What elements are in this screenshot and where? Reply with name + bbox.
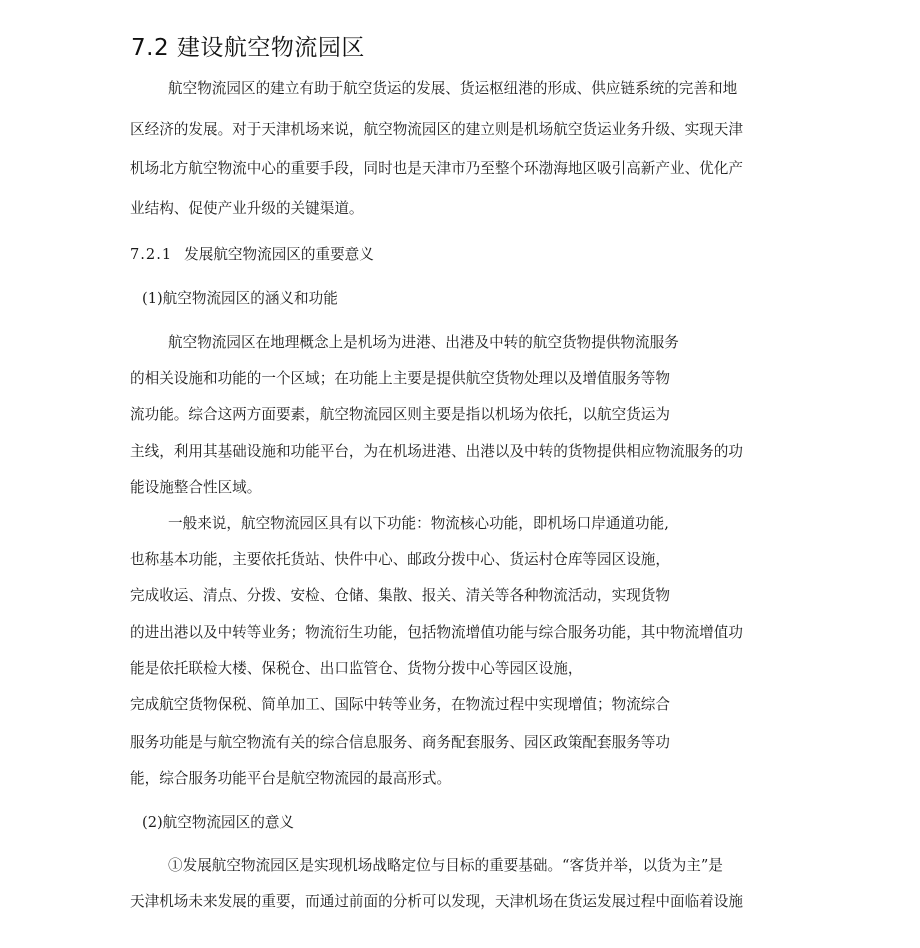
para2-line: 能是依托联检大楼、保税仓、出口监管仓、货物分拨中心等园区设施，: [130, 660, 583, 677]
para2-line: 服务功能是与航空物流有关的综合信息服务、商务配套服务、园区政策配套服务等功: [130, 734, 670, 751]
para1-line: 航空物流园区在地理概念上是机场为进港、出港及中转的航空货物提供物流服务: [168, 334, 679, 351]
para1-line: 主线，利用其基础设施和功能平台，为在机场进港、出港以及中转的货物提供相应物流服务的功: [130, 443, 743, 460]
para1-line: 能设施整合性区域。: [130, 479, 262, 496]
para2-line: 完成收运、清点、分拨、安检、仓储、集散、报关、清关等各种物流活动，实现货物: [130, 587, 670, 604]
para3-line: ①发展航空物流园区是实现机场战略定位与目标的重要基础。“客货并举，以货为主”是: [168, 857, 723, 874]
para2-line: 一般来说，航空物流园区具有以下功能：物流核心功能，即机场口岸通道功能,: [168, 515, 669, 532]
subsection-heading: [130, 243, 374, 264]
para2-line: 完成航空货物保税、简单加工、国际中转等业务，在物流过程中实现增值；物流综合: [130, 696, 670, 713]
subsection-number: 7.2.1: [130, 246, 173, 263]
subsection-title: 发展航空物流园区的重要意义: [184, 246, 374, 263]
intro-line: 航空物流园区的建立有助于航空货运的发展、货运枢纽港的形成、供应链系统的完善和地: [168, 80, 738, 97]
intro-line: 区经济的发展。对于天津机场来说，航空物流园区的建立则是机场航空货运业务升级、实现天津: [130, 121, 743, 138]
intro-line: 业结构、促使产业升级的关键渠道。: [130, 200, 364, 217]
intro-line: 机场北方航空物流中心的重要手段，同时也是天津市乃至整个环渤海地区吸引高新产业、优化产: [130, 160, 743, 177]
para2-line: 也称基本功能，主要依托货站、快件中心、邮政分拨中心、货运村仓库等园区设施，: [130, 551, 670, 568]
para1-line: 的相关设施和功能的一个区域；在功能上主要是提供航空货物处理以及增值服务等物: [130, 370, 670, 387]
para3-line: 天津机场未来发展的重要，而通过前面的分析可以发现，天津机场在货运发展过程中面临着设施: [130, 893, 743, 910]
item2-heading: (2)航空物流园区的意义: [142, 814, 295, 831]
para2-line: 能，综合服务功能平台是航空物流园的最高形式。: [130, 770, 452, 787]
para2-line: 的进出港以及中转等业务；物流衍生功能，包括物流增值功能与综合服务功能，其中物流增值功: [130, 624, 743, 641]
section-title: 7.2 建设航空物流园区: [131, 35, 365, 61]
para1-line: 流功能。综合这两方面要素，航空物流园区则主要是指以机场为依托，以航空货运为: [130, 406, 670, 423]
item1-heading: (1)航空物流园区的涵义和功能: [142, 290, 338, 307]
